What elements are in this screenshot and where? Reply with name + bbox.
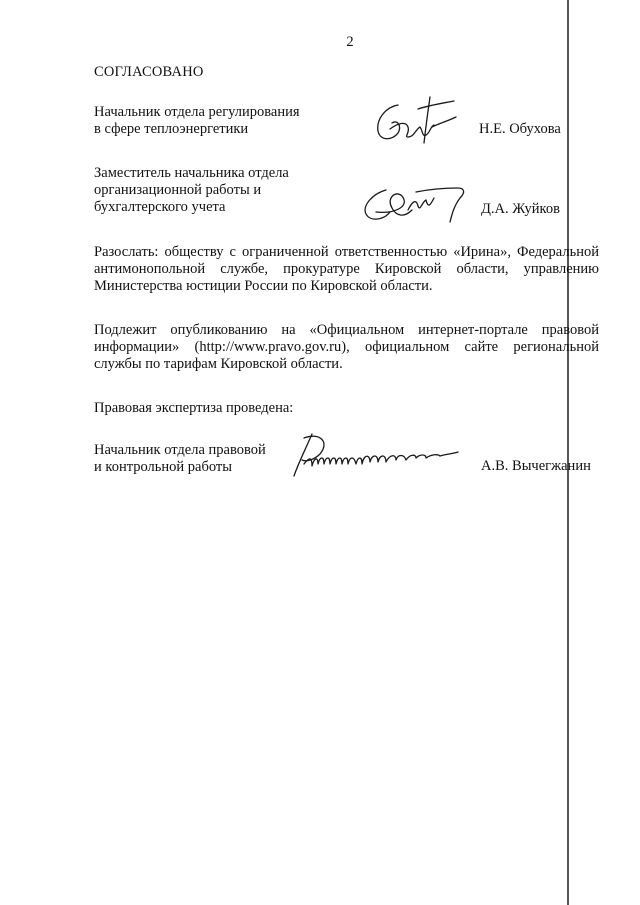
expert-signature: [286, 428, 462, 480]
approver-1-signature: [368, 93, 464, 149]
approval-heading: СОГЛАСОВАНО: [94, 64, 204, 80]
approver-1-position: [94, 104, 354, 138]
expert-name: А.В. Вычегжанин: [481, 458, 591, 474]
expert-position-line: Начальник отдела правовой: [94, 442, 266, 458]
page-number: 2: [346, 34, 354, 50]
publication-paragraph: Подлежит опубликованию на «Официальном интернет-портале правовой информации» (http://www.pravo.gov.ru), официальном сайте региональной службы по тарифам Кировской области.: [94, 322, 599, 372]
approver-2-position: [94, 165, 354, 216]
approver-1-position-line: в сфере теплоэнергетики: [94, 121, 249, 137]
approver-1-position-line: Начальник отдела регулирования: [94, 104, 300, 120]
approver-2-position-line: бухгалтерского учета: [94, 199, 226, 215]
scan-edge-line: [567, 0, 569, 905]
expert-position-line: и контрольной работы: [94, 459, 232, 475]
approver-2-position-line: организационной работы и: [94, 182, 262, 198]
distribution-paragraph: Разослать: обществу с ограниченной ответственностью «Ирина», Федеральной антимонопольной службе, прокуратуре Кировской области, управлению Министерства юстиции России по Кировской области.: [94, 244, 599, 294]
approver-2-position-line: Заместитель начальника отдела: [94, 165, 289, 181]
legal-expertise-statement: Правовая экспертиза проведена:: [94, 400, 294, 416]
approver-2-name: Д.А. Жуйков: [481, 201, 560, 217]
approver-1-name: Н.Е. Обухова: [479, 121, 561, 137]
approver-2-signature: [356, 180, 476, 228]
